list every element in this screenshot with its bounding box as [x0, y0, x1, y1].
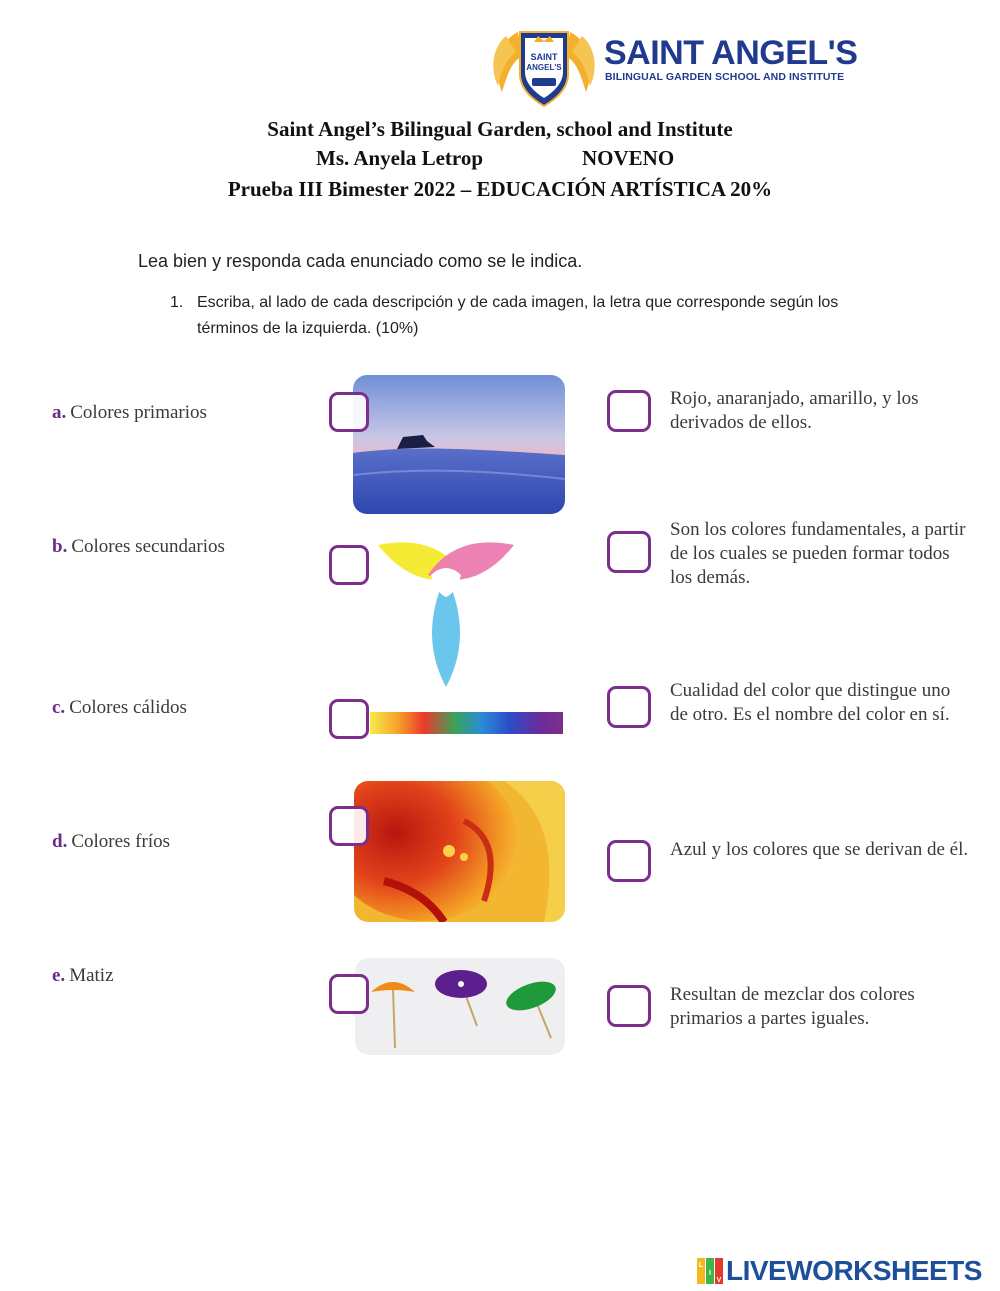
term-letter: b. [52, 536, 68, 557]
term-label: Matiz [69, 965, 114, 986]
brand-tagline: BILINGUAL GARDEN SCHOOL AND INSTITUTE [605, 71, 845, 83]
question-text: Escriba, al lado de cada descripción y de cada imagen, la letra que corresponde según los términos de la izquierda. (10%) [197, 294, 839, 337]
svg-text:V: V [716, 1277, 722, 1284]
description-5: Resultan de mezclar dos colores primarios a partes iguales. [670, 984, 915, 1029]
description-4: Azul y los colores que se derivan de él. [670, 839, 969, 860]
term-d [52, 831, 170, 853]
grade-label: NOVENO [582, 146, 675, 170]
answer-box-description-2[interactable] [607, 531, 651, 573]
instructions: Lea bien y responda cada enunciado como se le indica. [138, 251, 583, 271]
answer-box-image-5[interactable] [329, 974, 369, 1014]
term-label: Colores primarios [70, 402, 207, 423]
term-letter: a. [52, 402, 67, 423]
teacher-name: Ms. Anyela Letrop [316, 146, 484, 170]
school-title: Saint Angel’s Bilingual Garden, school and Institute [267, 117, 733, 141]
answer-box-description-1[interactable] [607, 390, 651, 432]
answer-box-description-5[interactable] [607, 985, 651, 1027]
description-3: Cualidad del color que distingue uno de otro. Es el nombre del color en sí. [670, 680, 951, 725]
term-a [52, 402, 207, 424]
liveworksheets-watermark: LIVEWORKSHEETS [726, 1255, 982, 1286]
answer-box-description-3[interactable] [607, 686, 651, 728]
cocktail-umbrellas-image [355, 958, 565, 1055]
svg-text:L: L [698, 1262, 704, 1269]
flower-closeup-image [354, 781, 565, 922]
description-1: Rojo, anaranjado, amarillo, y los derivados de ellos. [670, 388, 919, 433]
answer-box-image-1[interactable] [329, 392, 369, 432]
term-letter: d. [52, 831, 68, 852]
term-letter: e. [52, 965, 66, 986]
term-e [52, 965, 114, 987]
answer-box-image-4[interactable] [329, 806, 369, 846]
question-number: 1. [170, 294, 184, 311]
term-label: Colores cálidos [69, 697, 187, 718]
snowy-landscape-image [353, 375, 565, 514]
answer-box-description-4[interactable] [607, 840, 651, 882]
term-label: Colores fríos [71, 831, 171, 852]
term-c [52, 697, 187, 719]
svg-text:I: I [709, 1270, 711, 1277]
liveworksheets-icon [697, 1258, 723, 1284]
exam-title: Prueba III Bimester 2022 – EDUCACIÓN ARTÍSTICA 20% [227, 177, 773, 201]
term-b [52, 536, 225, 558]
description-2: Son los colores fundamentales, a partir de los cuales se pueden formar todos los demás. [670, 519, 966, 588]
color-spectrum-bar [370, 712, 563, 734]
term-label: Colores secundarios [71, 536, 225, 557]
svg-text:ANGEL'S: ANGEL'S [526, 63, 562, 72]
brand-name: SAINT ANGEL'S [604, 34, 858, 72]
svg-text:SAINT: SAINT [530, 52, 558, 62]
term-letter: c. [52, 697, 66, 718]
color-petals-diagram [376, 535, 516, 690]
answer-box-image-2[interactable] [329, 545, 369, 585]
answer-box-image-3[interactable] [329, 699, 369, 739]
